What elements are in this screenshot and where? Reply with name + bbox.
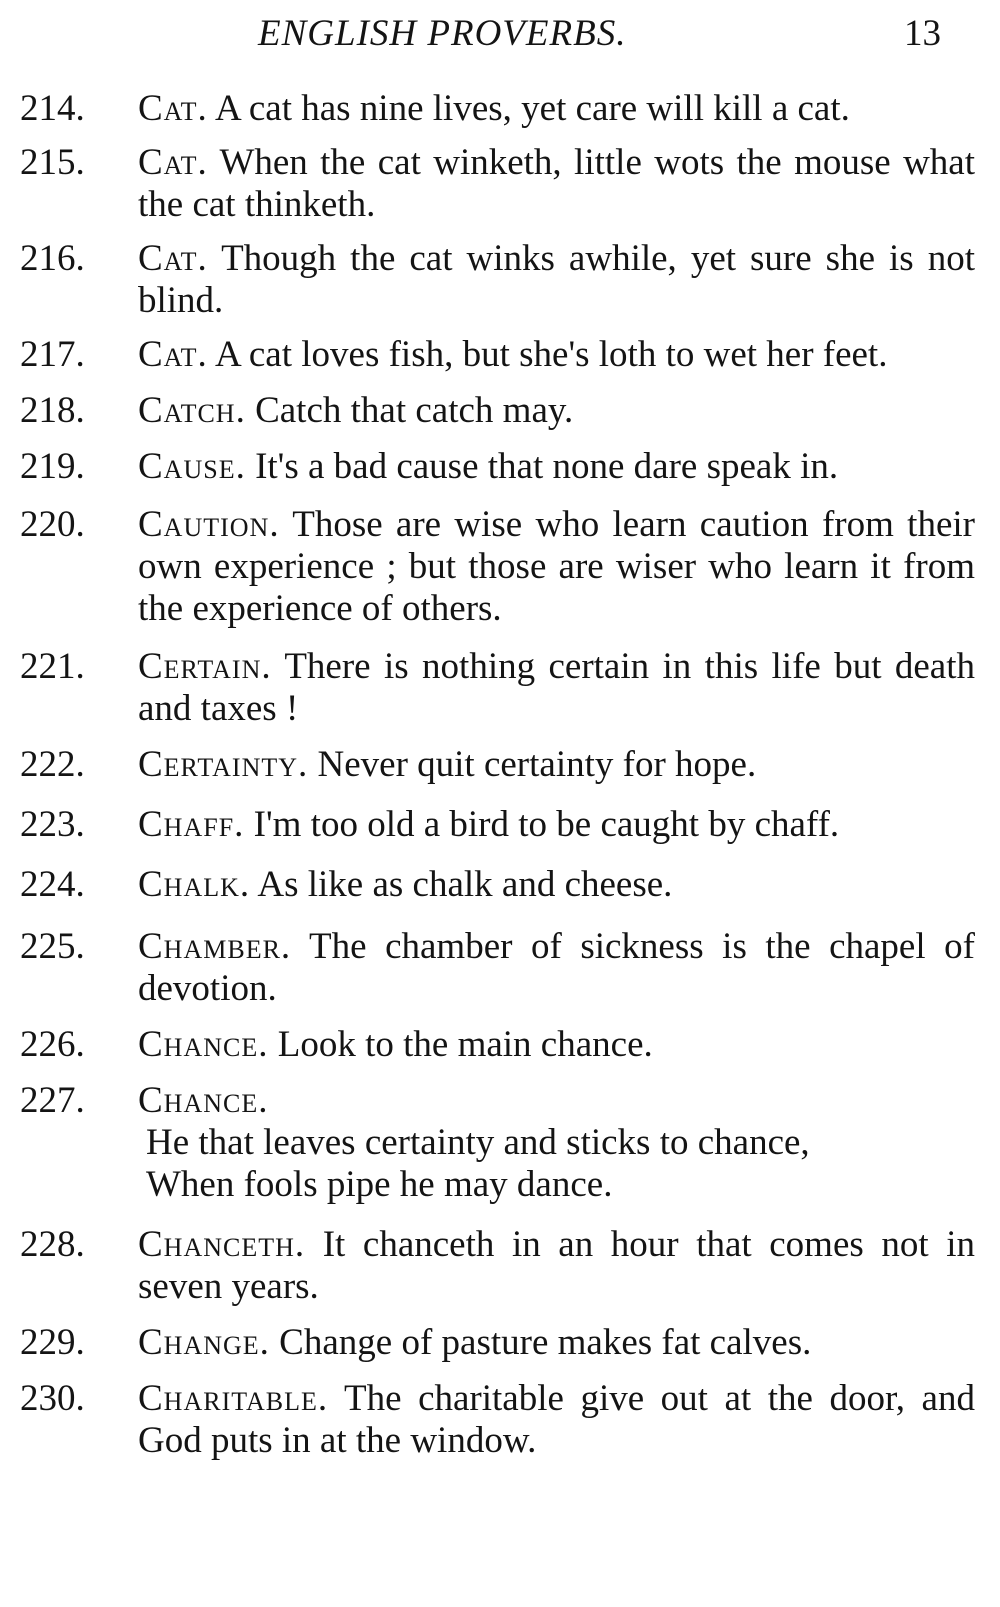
entry-number: 225. — [20, 926, 85, 967]
entry-text: When the cat winketh, little wots the mouse what the cat thinketh. — [138, 142, 975, 225]
proverb-entry — [20, 1378, 975, 1462]
entry-text: Never quit certainty for hope. — [317, 744, 757, 785]
entry-text: Change of pasture makes fat calves. — [279, 1322, 812, 1363]
entry-text: I'm too old a bird to be caught by chaff. — [253, 804, 840, 845]
entry-text: A cat has nine lives, yet care will kill a cat. — [214, 88, 850, 129]
proverb-entry — [20, 1224, 975, 1308]
entry-number: 227. — [20, 1080, 85, 1121]
proverb-entry — [20, 1322, 975, 1364]
entry-text: A cat loves fish, but she's loth to wet her feet. — [214, 334, 888, 375]
entry-keyword: Chanceth. — [138, 1224, 306, 1265]
proverb-entry — [20, 744, 975, 786]
verse-line: He that leaves certainty and sticks to chance, — [146, 1122, 810, 1163]
proverb-entry — [20, 1024, 975, 1066]
running-title: ENGLISH PROVERBS. — [258, 13, 627, 54]
entry-number: 214. — [20, 88, 85, 129]
entry-keyword: Chance. — [138, 1024, 269, 1065]
proverb-entry — [20, 334, 975, 376]
entry-number: 230. — [20, 1378, 85, 1419]
entry-text: It's a bad cause that none dare speak in. — [255, 446, 839, 487]
entry-keyword: Cat. — [138, 238, 208, 279]
proverb-entry — [20, 926, 975, 1010]
entry-number: 229. — [20, 1322, 85, 1363]
proverb-entry — [20, 804, 975, 846]
entry-keyword: Catch. — [138, 390, 246, 431]
proverb-list — [20, 88, 975, 1462]
entry-number: 220. — [20, 504, 85, 545]
entry-text: There is nothing certain in this life but death and taxes ! — [138, 646, 975, 729]
entry-keyword: Chamber. — [138, 926, 292, 967]
entry-text: Those are wise who learn caution from their own experience ; but those are wiser who learn it from the experience of others. — [138, 504, 975, 629]
verse-line: When fools pipe he may dance. — [146, 1164, 613, 1205]
entry-number: 228. — [20, 1224, 85, 1265]
entry-keyword: Cat. — [138, 142, 208, 183]
entry-keyword: Certain. — [138, 646, 272, 687]
entry-keyword: Charitable. — [138, 1378, 329, 1419]
page-number: 13 — [904, 13, 941, 54]
entry-keyword: Cat. — [138, 334, 208, 375]
entry-text: As like as chalk and cheese. — [257, 864, 673, 905]
entry-keyword: Cause. — [138, 446, 246, 487]
entry-number: 226. — [20, 1024, 85, 1065]
entry-number: 218. — [20, 390, 85, 431]
entry-keyword: Chance. — [138, 1080, 269, 1121]
entry-text: Though the cat winks awhile, yet sure she is not blind. — [138, 238, 975, 321]
entry-keyword: Chalk. — [138, 864, 251, 905]
entry-keyword: Cat. — [138, 88, 208, 129]
entry-number: 222. — [20, 744, 85, 785]
entry-text: Look to the main chance. — [277, 1024, 653, 1065]
entry-keyword: Certainty. — [138, 744, 309, 785]
proverb-entry — [20, 390, 975, 432]
proverb-entry — [20, 864, 975, 906]
entry-number: 215. — [20, 142, 85, 183]
entry-text: The charitable give out at the door, and God puts in at the window. — [138, 1378, 975, 1461]
entry-text: The chamber of sickness is the chapel of devotion. — [138, 926, 975, 1009]
entry-number: 217. — [20, 334, 85, 375]
proverb-entry — [20, 1080, 975, 1206]
entry-text: Catch that catch may. — [255, 390, 574, 431]
entry-keyword: Caution. — [138, 504, 280, 545]
entry-number: 223. — [20, 804, 85, 845]
entry-keyword: Change. — [138, 1322, 270, 1363]
entry-number: 219. — [20, 446, 85, 487]
entry-number: 216. — [20, 238, 85, 279]
proverb-entry — [20, 238, 975, 322]
proverb-entry — [20, 142, 975, 226]
proverb-entry — [20, 88, 975, 130]
proverb-entry — [20, 446, 975, 488]
proverb-entry — [20, 504, 975, 630]
entry-number: 221. — [20, 646, 85, 687]
entry-keyword: Chaff. — [138, 804, 245, 845]
entry-text: It chanceth in an hour that comes not in seven years. — [138, 1224, 975, 1307]
proverb-entry — [20, 646, 975, 730]
entry-number: 224. — [20, 864, 85, 905]
running-head — [0, 12, 1000, 62]
